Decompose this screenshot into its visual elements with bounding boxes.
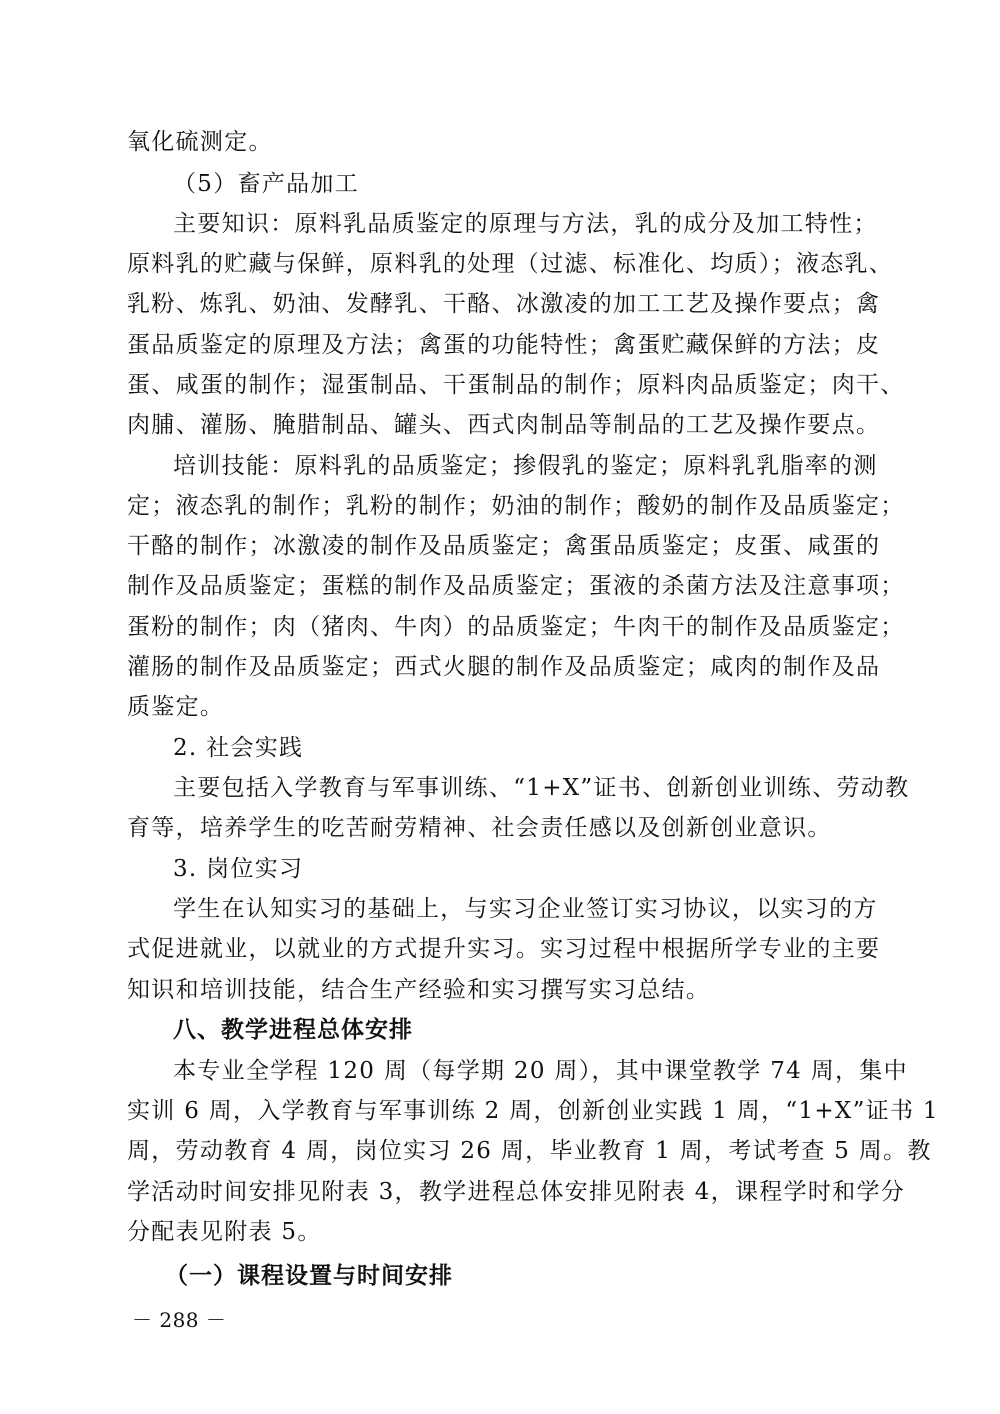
- paragraph-line: 蛋粉的制作；肉（猪肉、牛肉）的品质鉴定；牛肉干的制作及品质鉴定；: [127, 614, 905, 640]
- paragraph-line: 蛋、咸蛋的制作；湿蛋制品、干蛋制品的制作；原料肉品质鉴定；肉干、: [127, 372, 905, 398]
- paragraph-line: 育等，培养学生的吃苦耐劳精神、社会责任感以及创新创业意识。: [127, 815, 832, 841]
- paragraph-line: 蛋品质鉴定的原理及方法；禽蛋的功能特性；禽蛋贮藏保鲜的方法；皮: [127, 332, 881, 358]
- page-number: － 288 －: [132, 1308, 227, 1332]
- paragraph-line: 本专业全学程 120 周（每学期 20 周），其中课堂教学 74 周，集中: [173, 1058, 908, 1084]
- paragraph-line: 实训 6 周，入学教育与军事训练 2 周，创新创业实践 1 周，“1+X”证书 1: [127, 1098, 939, 1124]
- paragraph-line: 肉脯、灌肠、腌腊制品、罐头、西式肉制品等制品的工艺及操作要点。: [127, 412, 881, 438]
- paragraph-line: 制作及品质鉴定；蛋糕的制作及品质鉴定；蛋液的杀菌方法及注意事项；: [127, 573, 905, 599]
- paragraph-line: 学生在认知实习的基础上，与实习企业签订实习协议，以实习的方: [173, 896, 878, 922]
- paragraph-line: 灌肠的制作及品质鉴定；西式火腿的制作及品质鉴定；咸肉的制作及品: [127, 654, 881, 680]
- chapter-heading: 八、教学进程总体安排: [173, 1017, 413, 1043]
- paragraph-line: 学活动时间安排见附表 3，教学进程总体安排见附表 4，课程学时和学分: [127, 1179, 906, 1205]
- paragraph-line: 氧化硫测定。: [127, 129, 273, 155]
- paragraph-line: 质鉴定。: [127, 694, 225, 720]
- paragraph-line: 式促进就业，以就业的方式提升实习。实习过程中根据所学专业的主要: [127, 936, 881, 962]
- paragraph-line: 乳粉、炼乳、奶油、发酵乳、干酪、冰激凌的加工工艺及操作要点；禽: [127, 291, 881, 317]
- paragraph-line: 定；液态乳的制作；乳粉的制作；奶油的制作；酸奶的制作及品质鉴定；: [127, 493, 905, 519]
- paragraph-line: 主要包括入学教育与军事训练、“1+X”证书、创新创业训练、劳动教: [173, 775, 910, 801]
- paragraph-line: 主要知识：原料乳品质鉴定的原理与方法，乳的成分及加工特性；: [173, 211, 878, 237]
- paragraph-line: 培训技能：原料乳的品质鉴定；掺假乳的鉴定；原料乳乳脂率的测: [173, 453, 878, 479]
- section-heading: 2. 社会实践: [173, 735, 304, 761]
- paragraph-line: 原料乳的贮藏与保鲜，原料乳的处理（过滤、标准化、均质）；液态乳、: [127, 251, 894, 277]
- paragraph-line: 干酪的制作；冰激凌的制作及品质鉴定；禽蛋品质鉴定；皮蛋、咸蛋的: [127, 533, 881, 559]
- section-heading: 3. 岗位实习: [173, 856, 304, 882]
- paragraph-line: 知识和培训技能，结合生产经验和实习撰写实习总结。: [127, 977, 711, 1003]
- section-heading-bold: （一）课程设置与时间安排: [165, 1263, 453, 1289]
- paragraph-line: 分配表见附表 5。: [127, 1219, 322, 1245]
- subsection-heading: （5）畜产品加工: [173, 171, 360, 197]
- paragraph-line: 周，劳动教育 4 周，岗位实习 26 周，毕业教育 1 周，考试考查 5 周。教: [127, 1138, 932, 1164]
